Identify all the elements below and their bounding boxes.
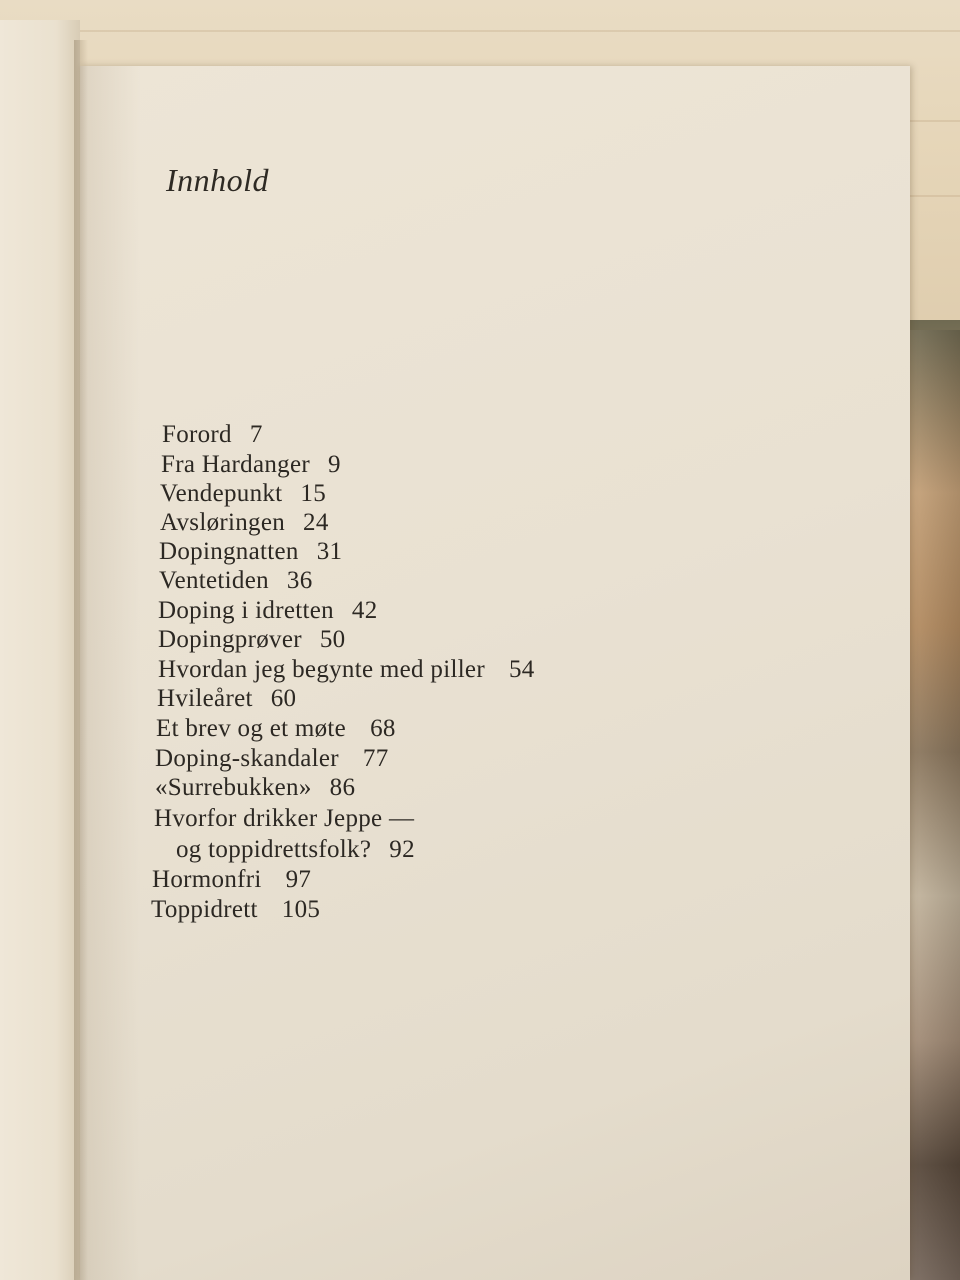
toc-entry-title: og toppidrettsfolk? [176, 836, 372, 863]
toc-entry-title: «Surrebukken» [155, 774, 312, 801]
toc-entry-page: 105 [281, 896, 321, 923]
toc-entry [159, 539, 342, 564]
toc-entry-page: 42 [351, 597, 378, 624]
toc-entry-title: Dopingnatten [159, 538, 299, 565]
book-gutter [74, 40, 88, 1280]
toc-entry-title: Toppidrett [151, 896, 258, 923]
toc-entry-page: 68 [370, 715, 396, 742]
toc-entry [158, 627, 345, 652]
toc-entry-page: 24 [303, 509, 329, 536]
toc-entry [161, 452, 341, 477]
toc-entry-page: 60 [270, 685, 297, 712]
toc-entry-title: Dopingprøver [158, 626, 302, 653]
toc-entry-page: 54 [508, 656, 535, 683]
page-heading: Innhold [166, 162, 270, 198]
toc-entry-title: Hvorfor drikker Jeppe — [154, 805, 415, 832]
toc-entry [155, 746, 389, 771]
toc-entry [157, 686, 296, 711]
left-page-edge [0, 20, 80, 1280]
toc-entry [156, 716, 396, 741]
toc-entry-page: 9 [327, 451, 341, 478]
toc-entry-page: 7 [249, 421, 263, 448]
toc-entry-title: Hvileåret [157, 685, 253, 712]
toc-entry-title: Doping-skandaler [155, 745, 339, 772]
toc-entry-title: Avsløringen [160, 509, 286, 536]
toc-entry [160, 481, 326, 506]
toc-entry [162, 422, 263, 447]
toc-entry-page: 86 [329, 774, 356, 801]
toc-entry-page: 77 [362, 745, 389, 772]
toc-entry [152, 867, 311, 892]
toc-entry-page: 50 [319, 626, 346, 653]
toc-entry [155, 775, 355, 800]
toc-entry [151, 897, 320, 922]
toc-entry [158, 598, 378, 623]
toc-entry-page: 36 [286, 567, 313, 594]
toc-entry-title: Fra Hardanger [161, 451, 310, 478]
toc-entry [176, 837, 415, 862]
toc-entry-title: Doping i idretten [158, 597, 334, 624]
toc-entry [158, 657, 535, 682]
toc-entry-title: Et brev og et møte [156, 715, 347, 742]
toc-entry-page: 92 [389, 836, 415, 863]
toc-entry [159, 568, 313, 593]
toc-entry-page: 31 [316, 538, 343, 565]
toc-entry-title: Hvordan jeg begynte med piller [158, 656, 485, 683]
toc-entry [154, 806, 432, 831]
toc-entry-title: Forord [162, 421, 232, 448]
toc-entry-title: Vendepunkt [160, 480, 283, 507]
toc-entry-title: Hormonfri [152, 866, 262, 893]
toc-entry-page: 97 [285, 866, 312, 893]
toc-entry-title: Ventetiden [159, 567, 269, 594]
toc-entry-page: 15 [300, 480, 327, 507]
toc-entry [160, 510, 329, 535]
